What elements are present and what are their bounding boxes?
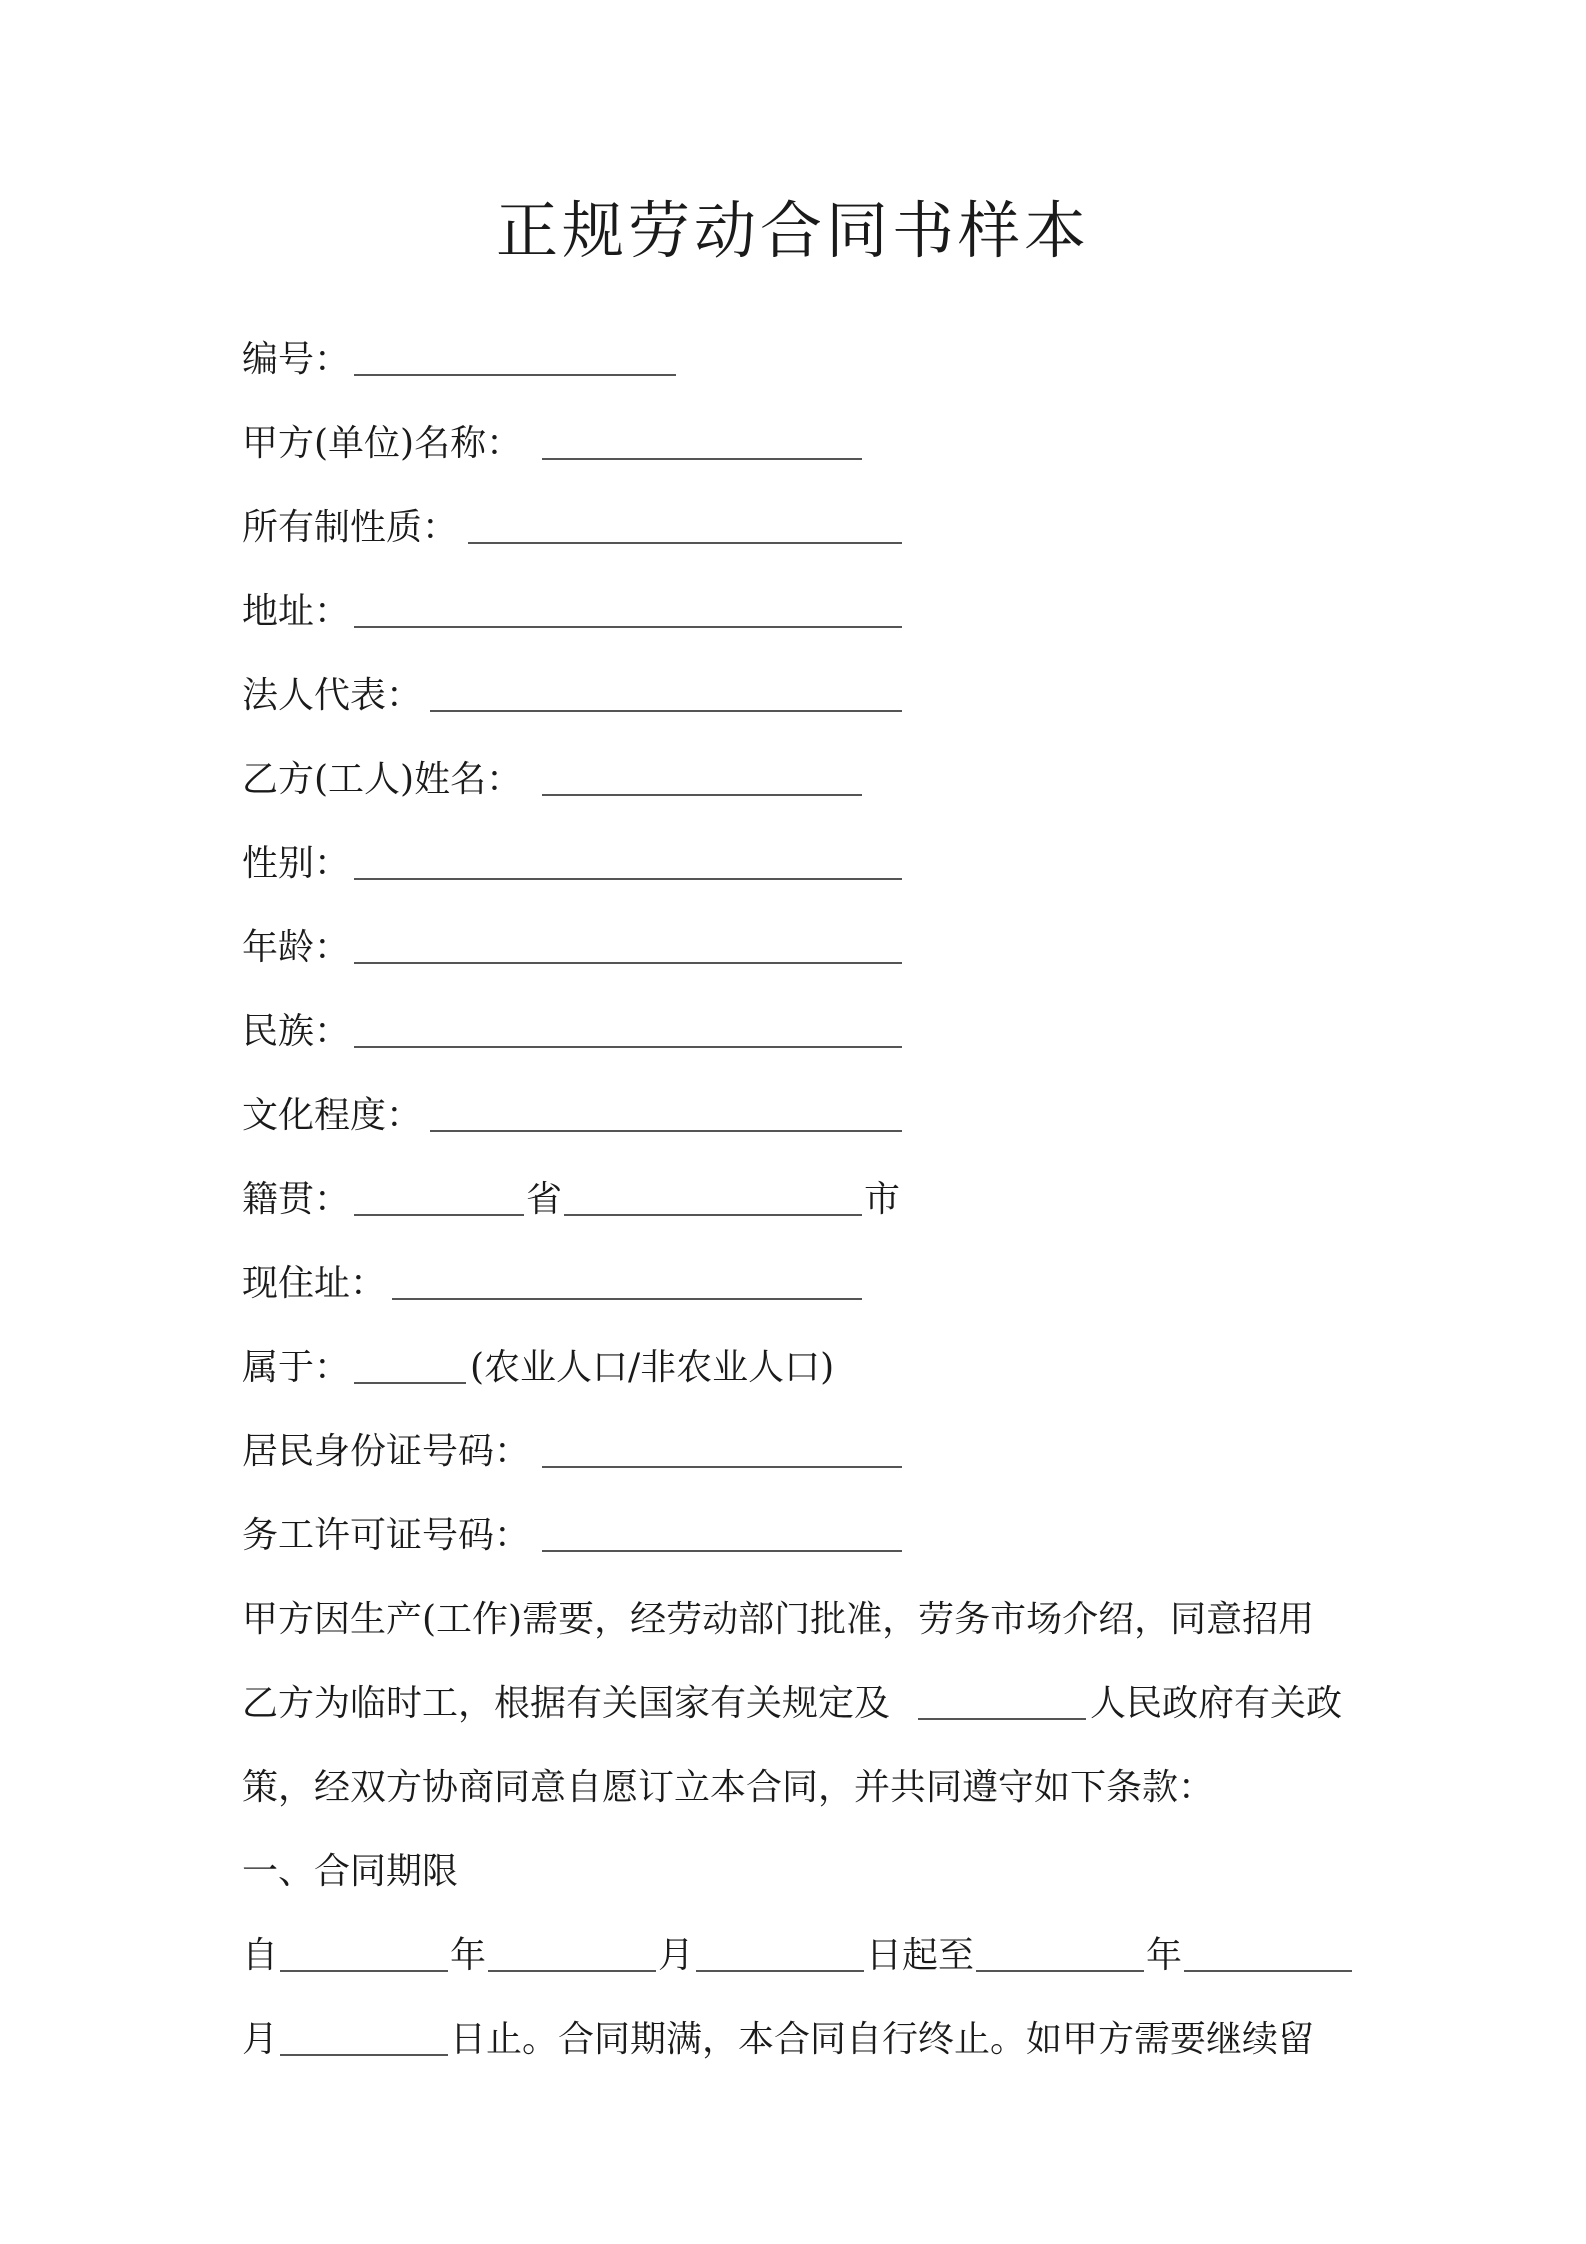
period-year-2: 年 <box>1146 1935 1183 1976</box>
intro-government-blank[interactable] <box>918 1718 1086 1720</box>
period-from: 自 <box>242 1935 279 1976</box>
belong-options: (农业人口/非农业人口) <box>470 1347 835 1388</box>
field-number-blank[interactable] <box>354 374 676 376</box>
field-age-label: 年龄： <box>242 927 351 968</box>
field-address-blank[interactable] <box>354 626 902 628</box>
native-city-suffix: 市 <box>864 1179 901 1220</box>
field-number-label: 编号： <box>242 339 351 380</box>
field-belong-blank[interactable] <box>354 1382 466 1384</box>
field-native-place-label: 籍贯： <box>242 1179 351 1220</box>
field-ownership-blank[interactable] <box>468 542 902 544</box>
period-end-day-blank[interactable] <box>280 2054 448 2056</box>
field-gender-blank[interactable] <box>354 878 902 880</box>
field-education-blank[interactable] <box>430 1130 902 1132</box>
field-work-permit-label: 务工许可证号码： <box>242 1515 531 1556</box>
intro-line-2a: 乙方为临时工，根据有关国家有关规定及 <box>242 1683 891 1724</box>
period-day-end: 日止。合同期满，本合同自行终止。如甲方需要继续留 <box>450 2019 1315 2060</box>
period-start-month-blank[interactable] <box>488 1970 656 1972</box>
field-education-label: 文化程度： <box>242 1095 423 1136</box>
field-party-a-name-label: 甲方(单位)名称： <box>242 423 523 464</box>
field-party-a-name-blank[interactable] <box>542 458 862 460</box>
field-native-province-blank[interactable] <box>354 1214 524 1216</box>
period-end-month-blank[interactable] <box>1184 1970 1352 1972</box>
field-belong-label: 属于： <box>242 1347 351 1388</box>
field-legal-rep-blank[interactable] <box>430 710 902 712</box>
field-party-b-name-label: 乙方(工人)姓名： <box>242 759 523 800</box>
period-start-day-blank[interactable] <box>696 1970 864 1972</box>
period-month: 月 <box>658 1935 695 1976</box>
document-title: 正规劳动合同书样本 <box>495 194 1090 267</box>
field-id-number-blank[interactable] <box>542 1466 902 1468</box>
intro-line-2b: 人民政府有关政 <box>1090 1683 1343 1724</box>
period-year: 年 <box>450 1935 487 1976</box>
field-gender-label: 性别： <box>242 843 351 884</box>
field-ethnicity-label: 民族： <box>242 1011 351 1052</box>
period-day-start: 日起至 <box>866 1935 975 1976</box>
period-end-year-blank[interactable] <box>976 1970 1144 1972</box>
native-province-suffix: 省 <box>526 1179 563 1220</box>
period-month-2: 月 <box>242 2019 279 2060</box>
field-native-city-blank[interactable] <box>564 1214 862 1216</box>
intro-line-3: 策，经双方协商同意自愿订立本合同，并共同遵守如下条款： <box>242 1767 1215 1808</box>
period-start-year-blank[interactable] <box>280 1970 448 1972</box>
intro-line-1: 甲方因生产(工作)需要，经劳动部门批准，劳务市场介绍，同意招用 <box>242 1599 1315 1640</box>
field-id-number-label: 居民身份证号码： <box>242 1431 531 1472</box>
field-legal-rep-label: 法人代表： <box>242 675 423 716</box>
field-work-permit-blank[interactable] <box>542 1550 902 1552</box>
field-current-address-label: 现住址： <box>242 1263 387 1304</box>
field-party-b-name-blank[interactable] <box>542 794 862 796</box>
field-current-address-blank[interactable] <box>392 1298 862 1300</box>
field-ownership-label: 所有制性质： <box>242 507 459 548</box>
field-ethnicity-blank[interactable] <box>354 1046 902 1048</box>
field-age-blank[interactable] <box>354 962 902 964</box>
section-1-heading: 一、合同期限 <box>242 1851 459 1892</box>
field-address-label: 地址： <box>242 591 351 632</box>
